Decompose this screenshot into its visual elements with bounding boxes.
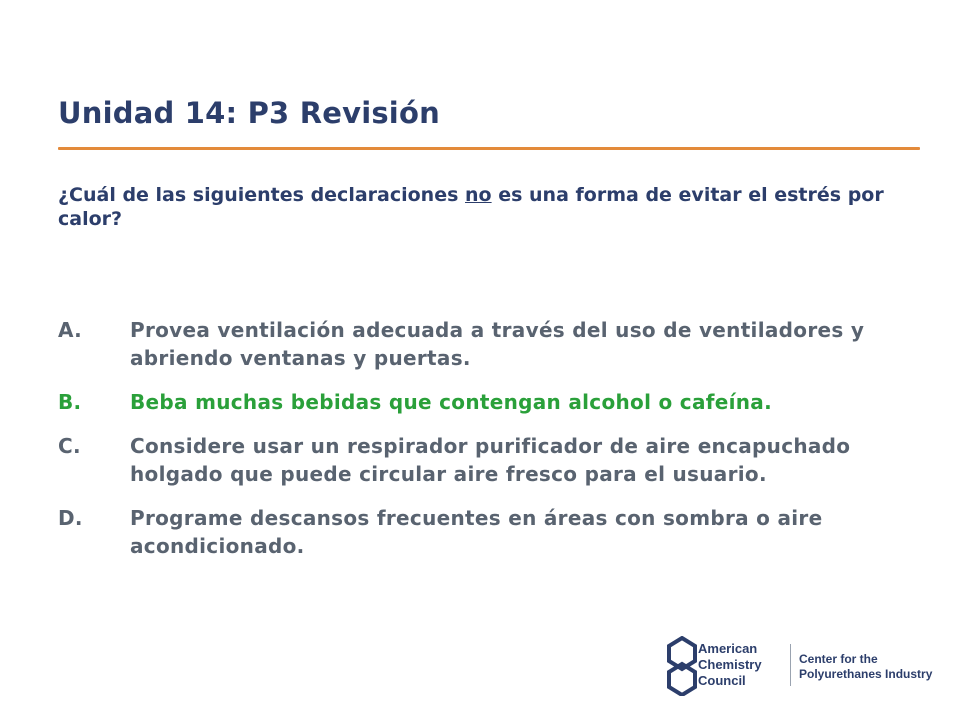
title-divider	[58, 147, 920, 150]
slide-title: Unidad 14: P3 Revisión	[58, 96, 440, 130]
question-emphasis: no	[465, 184, 492, 206]
answer-b-correct	[58, 388, 918, 416]
logo-divider	[790, 644, 791, 686]
answer-letter: D.	[58, 506, 83, 530]
answer-a	[58, 316, 918, 372]
answer-text: Beba muchas bebidas que contengan alcohol o cafeína.	[130, 390, 772, 414]
logo-org-name	[698, 641, 762, 689]
question-text-end: es una forma de evitar el estrés por calor?	[58, 184, 884, 230]
answer-text: Provea ventilación adecuada a través del uso de ventiladores y abriendo ventanas y puertas.	[130, 318, 865, 370]
acc-logo	[664, 634, 944, 698]
answer-list	[58, 316, 918, 560]
logo-org-line: American	[698, 641, 758, 656]
answer-text: Programe descansos frecuentes en áreas con sombra o aire acondicionado.	[130, 506, 823, 558]
answer-letter: B.	[58, 390, 82, 414]
logo-center-name	[799, 652, 932, 682]
logo-center-line: Polyurethanes Industry	[799, 667, 933, 681]
answer-c	[58, 432, 918, 488]
question-text	[58, 183, 888, 231]
logo-org-line: Council	[698, 673, 746, 688]
answer-letter: A.	[58, 318, 83, 342]
answer-letter: C.	[58, 434, 81, 458]
hexagon-logo-icon	[664, 636, 700, 696]
question-text-start: ¿Cuál de las siguientes declaraciones	[58, 184, 466, 206]
answer-d	[58, 504, 918, 560]
logo-org-line: Chemistry	[698, 657, 762, 672]
logo-center-line: Center for the	[799, 652, 878, 666]
answer-text: Considere usar un respirador purificador de aire encapuchado holgado que puede circular aire fresco para el usuario.	[130, 434, 851, 486]
